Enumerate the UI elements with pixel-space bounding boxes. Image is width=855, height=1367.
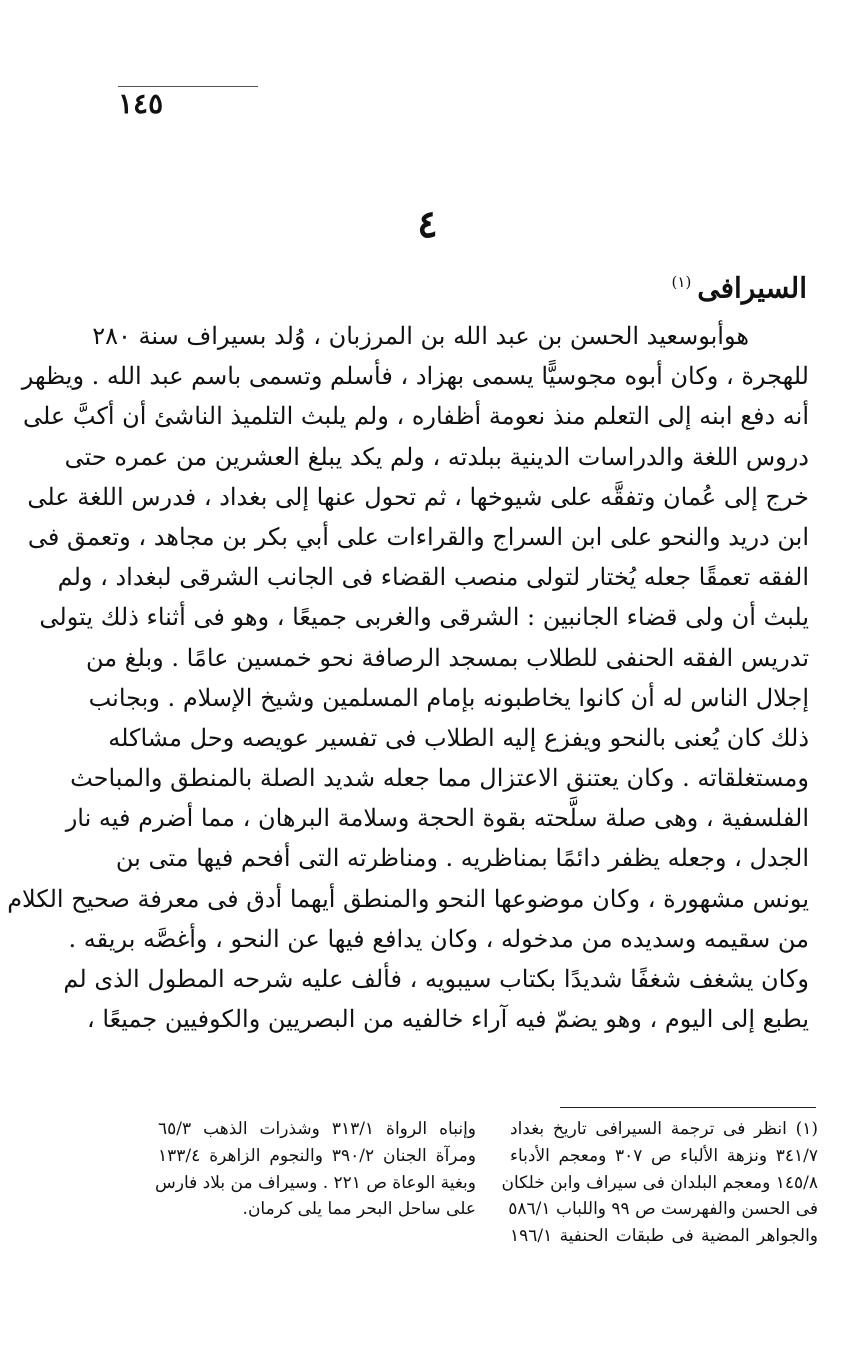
footnotes-left-column — [155, 1116, 477, 1223]
body-text — [7, 316, 809, 1039]
body-line: ذلك كان يُعنى بالنحو ويفزع إليه الطلاب فى تفسير عويصه وحل مشاكله — [108, 723, 809, 752]
footnotes-right-column — [501, 1116, 818, 1250]
footnote-line: (١) انظر فى ترجمة السيرافى تاريخ بغداد — [510, 1119, 818, 1139]
body-line: الفقه تعمقًا جعله يُختار لتولى منصب القضاء فى الجانب الشرقى لبغداد ، ولم — [57, 563, 809, 592]
body-line: الفلسفية ، وهى صلة سلَّحته بقوة الحجة وسلامة البرهان ، مما أضرم فيه نار — [65, 804, 809, 833]
footnote-line: فى الحسن والفهرست ص ٩٩ واللباب ٥٨٦/١ — [508, 1199, 818, 1220]
body-line: تدريس الفقه الحنفى للطلاب بمسجد الرصافة نحو خمسين عامًا . وبلغ من — [86, 643, 809, 672]
entry-title — [407, 262, 807, 308]
body-line: خرج إلى عُمان وتفقَّه على شيوخها ، ثم تحول عنها إلى بغداد ، فدرس اللغة على — [27, 482, 809, 511]
body-line: ومستغلقاته . وكان يعتنق الاعتزال مما جعله شديد الصلة بالمنطق والمباحث — [70, 764, 809, 793]
footnote-line: على ساحل البحر مما يلى كرمان. — [242, 1199, 476, 1220]
footnote-marker: (١) — [671, 273, 692, 291]
body-line: وكان يشغف شغفًا شديدًا بكتاب سيبويه ، فألف عليه شرحه المطول الذى لم — [63, 965, 809, 993]
body-line: إجلال الناس له أن كانوا يخاطبونه بإمام المسلمين وشيخ الإسلام . وبجانب — [88, 683, 809, 712]
footnote-line: وبغية الوعاة ص ٢٢١ . وسيراف من بلاد فارس — [155, 1172, 476, 1193]
page-number — [118, 86, 258, 121]
footnote-line: ٣٤١/٧ ونزهة الألباء ص ٣٠٧ ومعجم الأدباء — [510, 1145, 818, 1166]
body-line: أنه دفع ابنه إلى التعلم منذ نعومة أظفاره ، ولم يلبث التلميذ الناشئ أن أكبَّ على — [22, 402, 809, 431]
body-line: يطبع إلى اليوم ، وهو يضمّ فيه آراء خالفيه من البصريين والكوفيين جميعًا ، — [86, 1005, 809, 1034]
body-line: للهجرة ، وكان أبوه مجوسيًّا يسمى بهزاد ، فأسلم وتسمى باسم عبد الله . ويظهر — [21, 362, 809, 391]
body-line: الجدل ، وجعله يظفر دائمًا بمناظريه . ومناظرته التى أفحم فيها متى بن — [115, 844, 809, 873]
body-line: من سقيمه وسديده من مدخوله ، وكان يدافع فيها عن النحو ، وأغصَّه بريقه . — [68, 924, 809, 953]
section-number: ٤ — [417, 201, 438, 246]
footnote-line: ومرآة الجنان ٣٩٠/٢ والنجوم الزاهرة ١٣٣/٤ — [158, 1145, 476, 1166]
body-line: دروس اللغة والدراسات الدينية ببلدته ، ولم يكد يبلغ العشرين من عمره حتى — [64, 442, 809, 471]
body-line: ابن دريد والنحو على ابن السراج والقراءات على أبي بكر بن مجاهد ، وتعمق فى — [27, 522, 809, 551]
page-number-text: ١٤٥ — [118, 87, 164, 120]
footnote-line: وإنباه الرواة ٣١٣/١ وشذرات الذهب ٦٥/٣ — [158, 1119, 477, 1139]
body-line: يونس مشهورة ، وكان موضوعها النحو والمنطق أيهما أدق فى معرفة صحيح الكلام — [7, 884, 809, 913]
body-line: هوأبوسعيد الحسن بن عبد الله بن المرزبان ، وُلد بسيراف سنة ٢٨٠ — [92, 322, 749, 350]
body-line: يلبث أن ولى قضاء الجانبين : الشرقى والغربى جميعًا ، وهو فى أثناء ذلك يتولى — [39, 603, 809, 632]
footnote-line: ١٤٥/٨ ومعجم البلدان فى سيراف وابن خلكان — [501, 1172, 818, 1193]
footnote-divider — [560, 1107, 816, 1108]
footnote-line: والجواهر المضية فى طبقات الحنفية ١٩٦/١ — [510, 1226, 818, 1247]
entry-title-text: السيرافى — [697, 271, 807, 305]
